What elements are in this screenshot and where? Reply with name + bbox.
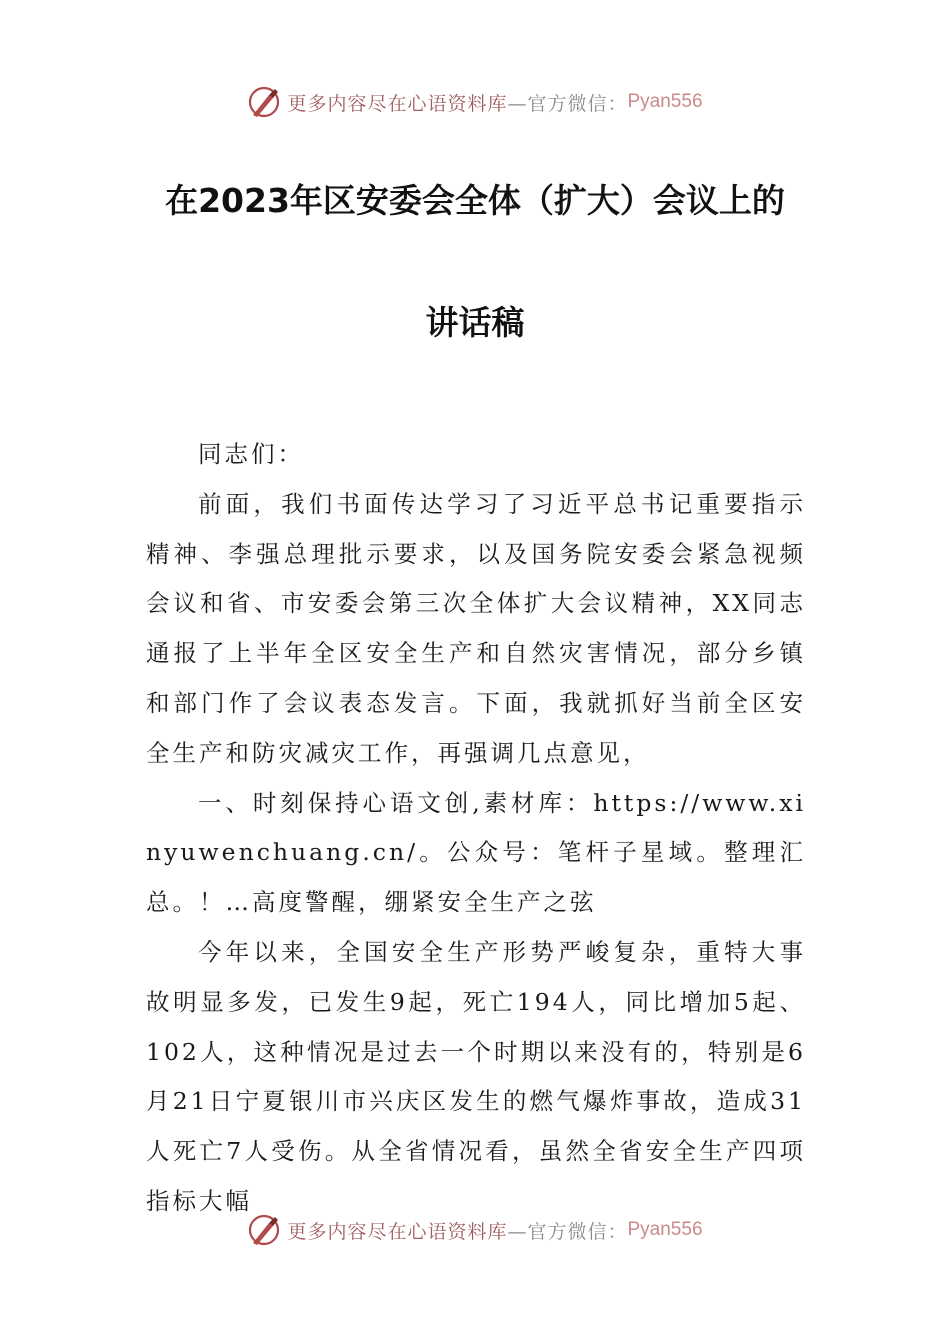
pen-logo-icon	[247, 1213, 281, 1247]
banner-main-text: 更多内容尽在心语资料库	[287, 1220, 508, 1243]
header-watermark-banner	[0, 82, 950, 122]
banner-separator-text: —官方微信：	[507, 92, 628, 115]
banner-wechat-id: Pyan556	[627, 1219, 703, 1240]
body-paragraph: 今年以来，全国安全生产形势严峻复杂，重特大事故明显多发，已发生9起，死亡194人，同比增加5起、102人，这种情况是过去一个时期以来没有的，特别是6月21日宁夏银川市兴庆区发生的燃气爆炸事故，造成31人死亡7人受伤。从全省情况看，虽然全省安全生产四项指标大幅	[146, 937, 806, 1215]
body-paragraph: 一、时刻保持心语文创,素材库：https://www.xinyuwenchuang.cn/。公众号：笔杆子星域。整理汇总。！…高度警醒，绷紧安全生产之弦	[146, 788, 806, 917]
body-paragraph: 前面，我们书面传达学习了习近平总书记重要指示精神、李强总理批示要求，以及国务院安委会紧急视频会议和省、市安委会第三次全体扩大会议精神，XX同志通报了上半年全区安全生产和自然灾害情况，部分乡镇和部门作了会议表态发言。下面，我就抓好当前全区安全生产和防灾减灾工作，再强调几点意见，	[146, 489, 806, 767]
document-body	[146, 430, 806, 1227]
document-title-line2: 讲话稿	[425, 303, 525, 342]
banner-separator-text: —官方微信：	[507, 1220, 628, 1243]
banner-main-text: 更多内容尽在心语资料库	[287, 92, 508, 115]
body-paragraph: 同志们：	[198, 440, 304, 468]
footer-watermark-banner	[0, 1210, 950, 1250]
document-title-line1: 在2023年区安委会全体（扩大）会议上的	[165, 181, 785, 220]
banner-wechat-id: Pyan556	[627, 91, 703, 112]
pen-logo-icon	[247, 85, 281, 119]
